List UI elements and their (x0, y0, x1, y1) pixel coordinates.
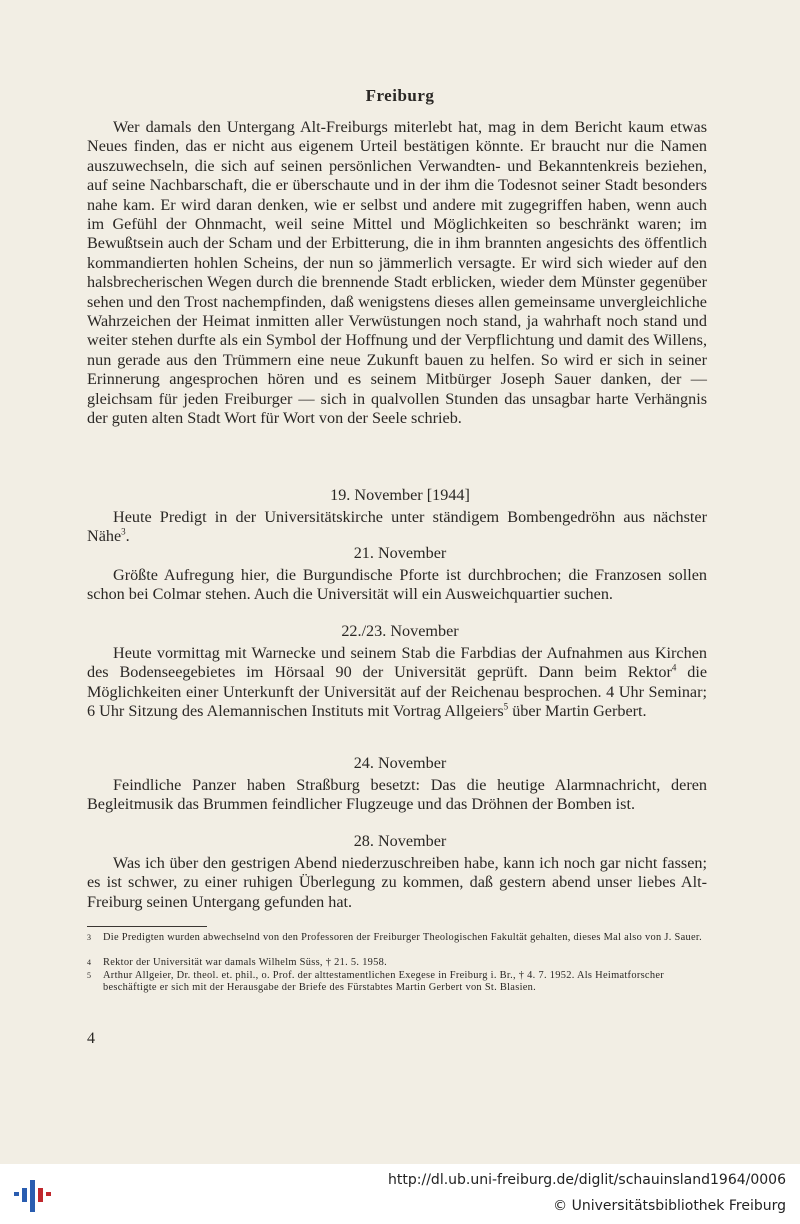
copyright-text: © Universitätsbibliothek Freiburg (553, 1198, 786, 1214)
footnote-ref-5: 5 (503, 701, 509, 712)
entry-text-3 (87, 644, 707, 722)
footnote-number: 5 (87, 971, 92, 980)
entry-date-5: 28. November (353, 832, 447, 850)
entry-text-3b: die Möglichkeiten einer Unterkunft der Universität auf der Reichenau besprochen. 4 Uhr Seminar; 6 Uhr Sitzung des Alemannischen Instituts mit Vortrag Allgeiers (87, 663, 707, 721)
entry-date-2: 21. November (353, 544, 447, 562)
entry-text-1-tail: . (125, 527, 130, 546)
footnote-ref-3: 3 (121, 527, 126, 538)
footnote-text: Arthur Allgeier, Dr. theol. et. phil., o. Prof. der alttestamentlichen Exegese in Freiburg i. Br., † 4. 7. 1952. Als Heimatforscher beschäftigte er sich mit der Herausgabe der Briefe des Fürstabtes Martin Gerbert von St. Blasien. (103, 970, 664, 993)
footnote-text: Die Predigten wurden abwechselnd von den Professoren der Freiburger Theologischen Fakultät gehalten, dieses Mal also von J. Sauer. (103, 932, 702, 943)
intro-paragraph: Wer damals den Untergang Alt-Freiburgs miterlebt hat, mag in dem Bericht kaum etwas Neues finden, das er nicht aus eigenem Urteil bestätigen könnte. Er braucht nur die Namen auszuwechseln, die sich auf seinen persönlichen Verwandten- und Bekanntenkreis beziehen, auf seine Nachbarschaft, die er überschaute und in der ihm die Todesnot seiner Stadt besonders nahe kam. Er wird daran denken, wie er selbst und andere mit zugegriffen haben, wenn auch im Gefühl der Ohnmacht, weil seine Mittel und Möglichkeiten so beschränkt waren; im Bewußtsein auch der Scham und der Erbitterung, die in ihm brannten angesichts des öffentlich kommandierten hohlen Scheins, der nun so jämmerlich versagte. Er wird sich wieder auf den halsbrecherischen Wegen durch die brennende Stadt erblicken, wieder dem Münster gegenüber sehen und den Trost nachempfinden, daß wenigstens dieses allen gemeinsame unvergleichliche Wahrzeichen der Heimat inmitten aller Verwüstungen noch stand, ja wahrhaft noch stand und weiter stehen durfte als ein Symbol der Hoffnung und der Verpflichtung und damit des Willens, nun gerade aus den Trümmern eine neue Zukunft bauen zu helfen. So wird er sich in seiner Erinnerung angesprochen hören und es seinem Mitbürger Joseph Sauer danken, der — gleichsam für jeden Freiburger — sich in qualvollen Stunden das unsagbar harte Verhängnis der guten alten Stadt Wort für Wort von der Seele schrieb. (87, 118, 707, 428)
entry-text-1 (87, 508, 707, 547)
footnote-rule (87, 926, 207, 927)
entry-text-4: Feindliche Panzer haben Straßburg besetzt: Das die heutige Alarmnachricht, deren Begleitmusik das Brummen feindlicher Flugzeuge und das Dröhnen der Bomben ist. (87, 776, 707, 814)
footnote-4 (87, 957, 707, 969)
source-url-link[interactable]: http://dl.ub.uni-freiburg.de/diglit/schauinsland1964/0006 (388, 1172, 786, 1188)
entry-text-5: Was ich über den gestrigen Abend niederzuschreiben habe, kann ich noch gar nicht fassen; es ist schwer, zu einer ruhigen Überlegung zu kommen, daß gestern abend unser liebes Alt-Freiburg seinen Untergang gefunden hat. (87, 854, 707, 911)
footnote-5 (87, 970, 707, 993)
entry-text-3c: über Martin Gerbert. (508, 702, 647, 721)
entry-text-2: Größte Aufregung hier, die Burgundische Pforte ist durchbrochen; die Franzosen sollen schon bei Colmar stehen. Auch die Universität will ein Ausweichquartier suchen. (87, 566, 707, 604)
footnote-text: Rektor der Universität war damals Wilhelm Süss, † 21. 5. 1958. (103, 957, 388, 968)
entry-text-1-body: Heute Predigt in der Universitätskirche unter ständigem Bombengedröhn aus nächster Nähe (87, 508, 707, 546)
footnote-number: 3 (87, 933, 92, 942)
entry-date-3: 22./23. November (341, 622, 459, 640)
footnote-number: 4 (87, 958, 92, 967)
footnote-3 (87, 932, 707, 944)
library-logo-icon (12, 1176, 52, 1216)
page-number: 4 (87, 1030, 95, 1047)
entry-text-3a: Heute vormittag mit Warnecke und seinem Stab die Farbdias der Aufnahmen aus Kirchen des Bodenseegebietes im Hörsaal 90 der Universität geprüft. Dann beim Rektor (87, 644, 707, 682)
page-title: Freiburg (365, 86, 435, 105)
footnote-ref-4: 4 (671, 663, 677, 674)
entry-date-4: 24. November (353, 754, 447, 772)
entry-date-1: 19. November [1944] (330, 486, 470, 504)
